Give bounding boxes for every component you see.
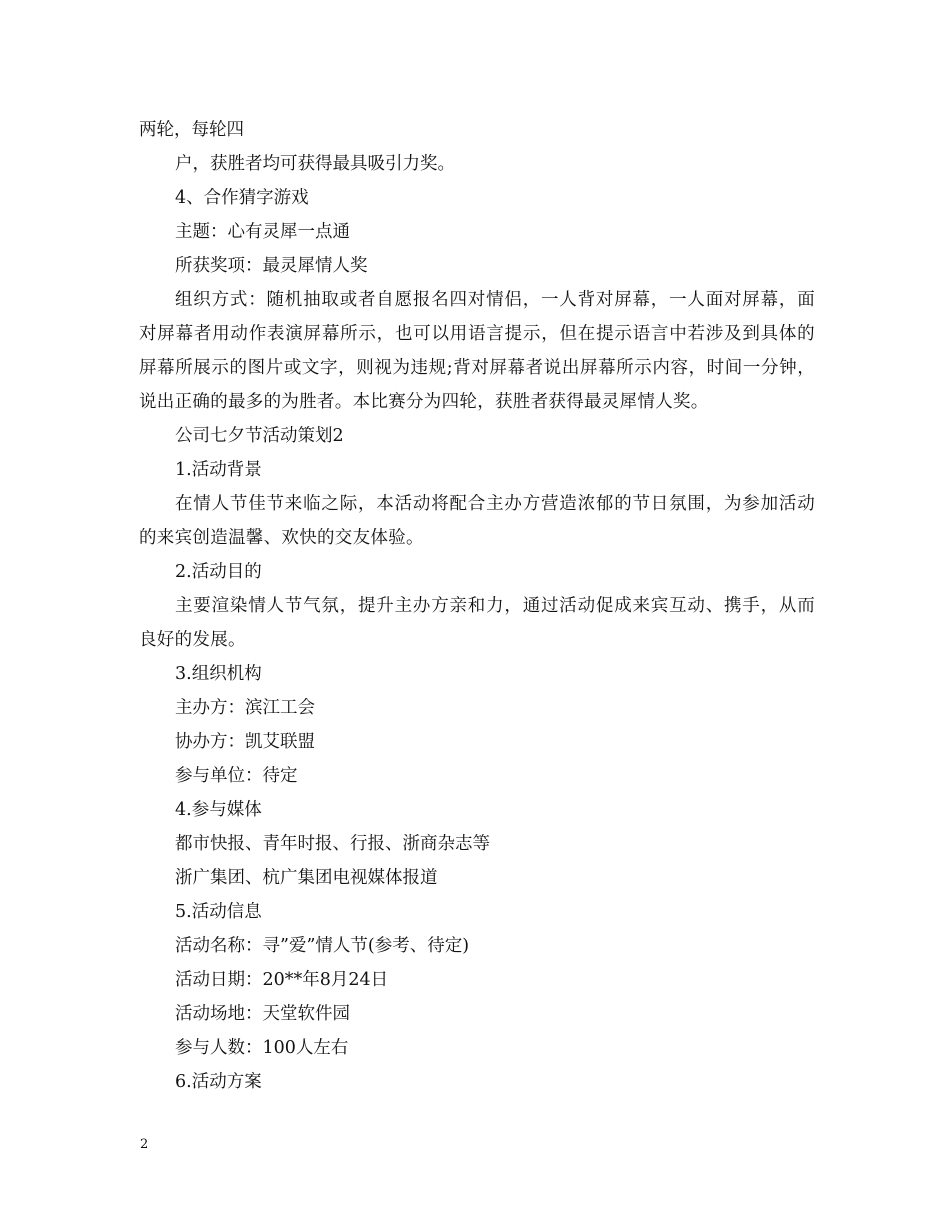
section-heading: 1.活动背景 [175,460,262,480]
text-line: 协办方：凯艾联盟 [175,732,315,752]
text-line: 主题：心有灵犀一点通 [175,222,350,242]
document-subtitle: 公司七夕节活动策划2 [175,426,344,446]
section-heading: 6.活动方案 [175,1072,262,1092]
section-heading: 2.活动目的 [175,562,262,582]
section-heading: 4.参与媒体 [175,800,262,820]
text-line: 都市快报、青年时报、行报、浙商杂志等 [175,834,490,854]
paragraph: 在情人节佳节来临之际，本活动将配合主办方营造浓郁的节日氛围，为参加活动的来宾创造温馨、欢快的交友体验。 [139,494,815,548]
text-line: 户，获胜者均可获得最具吸引力奖。 [175,154,455,174]
page-number: 2 [140,1137,149,1152]
paragraph: 组织方式：随机抽取或者自愿报名四对情侣，一人背对屏幕，一人面对屏幕，面对屏幕者用动作表演屏幕所示，也可以用语言提示，但在提示语言中若涉及到具体的屏幕所展示的图片或文字，则视为违规;背对屏幕者说出屏幕所示内容，时间一分钟，说出正确的最多的为胜者。本比赛分为四轮，获胜者获得最灵犀情人奖。 [139,290,815,412]
document-body [139,113,815,1099]
text-line: 参与人数：100人左右 [175,1038,349,1058]
text-line: 活动日期：20**年8月24日 [175,970,389,990]
text-line: 活动名称：寻”爱”情人节(参考、待定) [175,936,470,956]
section-heading: 5.活动信息 [175,902,262,922]
paragraph: 主要渲染情人节气氛，提升主办方亲和力，通过活动促成来宾互动、携手，从而良好的发展。 [139,596,815,650]
text-line: 浙广集团、杭广集团电视媒体报道 [175,868,438,888]
section-heading: 3.组织机构 [175,664,262,684]
text-line: 所获奖项：最灵犀情人奖 [175,256,368,276]
text-line: 参与单位：待定 [175,766,298,786]
text-line: 两轮，每轮四 [139,120,244,140]
text-line: 活动场地：天堂软件园 [175,1004,350,1024]
section-heading: 4、合作猜字游戏 [175,188,309,208]
text-line: 主办方：滨江工会 [175,698,315,718]
